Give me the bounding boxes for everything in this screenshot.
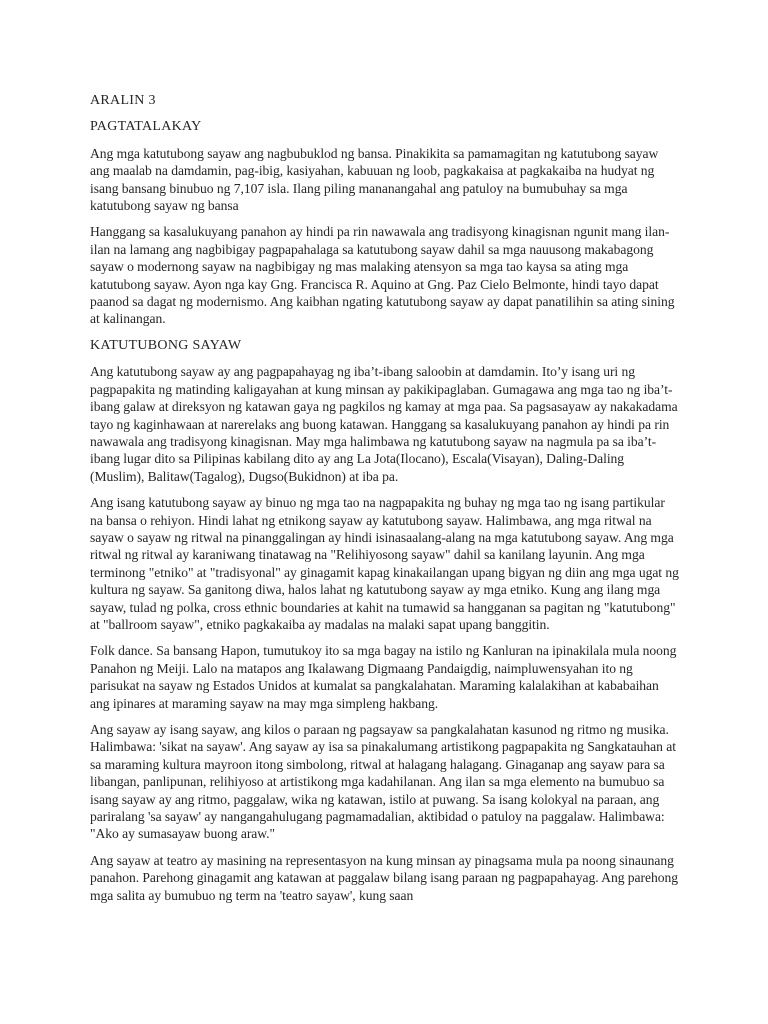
section-heading-pagtatalakay: PAGTATALAKAY: [90, 119, 202, 135]
document-page: [90, 92, 680, 913]
paragraph: Hanggang sa kasalukuyang panahon ay hindi pa rin nawawala ang tradisyong kinagisnan ngunit mang ilan-ilan na lamang ang nagbibigay pagpapahalaga sa katutubong sayaw dahil sa mga nauusong makabagong sayaw o modernong sayaw na nagbibigay ng mas malaking atensyon sa mga tao kaysa sa ating mga katutubong sayaw. Ayon nga kay Gng. Francisca R. Aquino at Gng. Paz Cielo Belmonte, hindi tayo dapat paanod sa dagat ng modernismo. Ang kaibhan ngating katutubong sayaw ay dapat panatilihin sa ating sining at kalinangan.: [90, 224, 675, 327]
lesson-label: ARALIN 3: [90, 93, 156, 108]
section-heading-katutubong-sayaw: KATUTUBONG SAYAW: [90, 337, 242, 353]
paragraph: Ang katutubong sayaw ay ang pagpapahayag ng iba’t-ibang saloobin at damdamin. Ito’y isang uri ng pagpapakita ng matinding kaligayahan at kung minsan ay pakikipaglaban. Gumagawa ang mga tao ng iba’t-ibang galaw at direksyon ng katawan gaya ng pagkilos ng kamay at mga paa. Sa pagsasayaw ay nakakadama tayo ng kaginhawaan at narerelaks ang buong katawan. Hanggang sa kasalukuyang panahon ay hindi pa rin nawawala ang tradisyong kinagisnan. May mga halimbawa ng katutubong sayaw na nagmula pa sa iba’t-ibang lugar dito sa Pilipinas kabilang dito ay ang La Jota(Ilocano), Escala(Visayan), Daling-Daling (Muslim), Balitaw(Tagalog), Dugso(Bukidnon) at iba pa.: [90, 364, 678, 484]
paragraph: Ang sayaw at teatro ay masining na representasyon na kung minsan ay pinagsama mula pa noong sinaunang panahon. Parehong ginagamit ang katawan at paggalaw bilang isang paraan ng pagpapahayag. Ang parehong mga salita ay bumubuo ng term na 'teatro sayaw', kung saan: [90, 852, 678, 903]
paragraph: Folk dance. Sa bansang Hapon, tumutukoy ito sa mga bagay na istilo ng Kanluran na ipinakilala mula noong Panahon ng Meiji. Lalo na matapos ang Ikalawang Digmaang Pandaigdig, naimpluwensyahan ito ng parisukat na sayaw ng Estados Unidos at kumalat sa pangkalahatan. Maraming kalalakihan at kababaihan ang ipinares at maraming sayaw na may mga simpleng hakbang.: [90, 643, 677, 711]
paragraph: Ang isang katutubong sayaw ay binuo ng mga tao na nagpapakita ng buhay ng mga tao ng isang partikular na bansa o rehiyon. Hindi lahat ng etnikong sayaw ay katutubong sayaw. Halimbawa, ang mga ritwal na sayaw o sayaw ng ritwal na pinanggalingan ay hindi isinasaalang-alang na mga katutubong sayaw. Ang mga ritwal ng ritwal ay karaniwang tinatawag na "Relihiyosong sayaw" dahil sa kanilang layunin. Ang mga terminong "etniko" at "tradisyonal" ay ginagamit kapag kinakailangan upang bigyan ng diin ang mga ugat ng kultura ng sayaw. Sa ganitong diwa, halos lahat ng katutubong sayaw ay mga etniko. Kung ang ilang mga sayaw, tulad ng polka, cross ethnic boundaries at kahit na tumawid sa hangganan sa pagitan ng "katutubong" at "ballroom sayaw", etniko pagkakaiba ay madalas na malaki sapat upang banggitin.: [90, 495, 679, 632]
paragraph: Ang mga katutubong sayaw ang nagbubuklod ng bansa. Pinakikita sa pamamagitan ng katutubong sayaw ang maalab na damdamin, pag-ibig, kasiyahan, kabuuan ng loob, pagkakaisa at pagkakaiba na hudyat ng isang bansang binubuo ng 7,107 isla. Ilang piling mananangahal ang patuloy na bumubuhay sa mga katutubong sayaw ng bansa: [90, 145, 659, 214]
paragraph: Ang sayaw ay isang sayaw, ang kilos o paraan ng pagsayaw sa pangkalahatan kasunod ng ritmo ng musika. Halimbawa: 'sikat na sayaw'. Ang sayaw ay isa sa pinakalumang artistikong pagpapakita ng Sangkatauhan at sa maraming kultura mayroon itong simbolong, ritwal at halagang halagang. Ginaganap ang sayaw para sa libangan, panlipunan, relihiyoso at artistikong mga kadahilanan. Ang ilan sa mga elemento na bumubuo sa isang sayaw ay ang ritmo, paggalaw, wika ng katawan, istilo at puwang. Sa isang kolokyal na paraan, ang pariralang 'sa sayaw' ay nangangahulugang pagmamadalian, aktibidad o patuloy na paggalaw. Halimbawa: "Ako ay sumasayaw buong araw.": [90, 722, 676, 842]
